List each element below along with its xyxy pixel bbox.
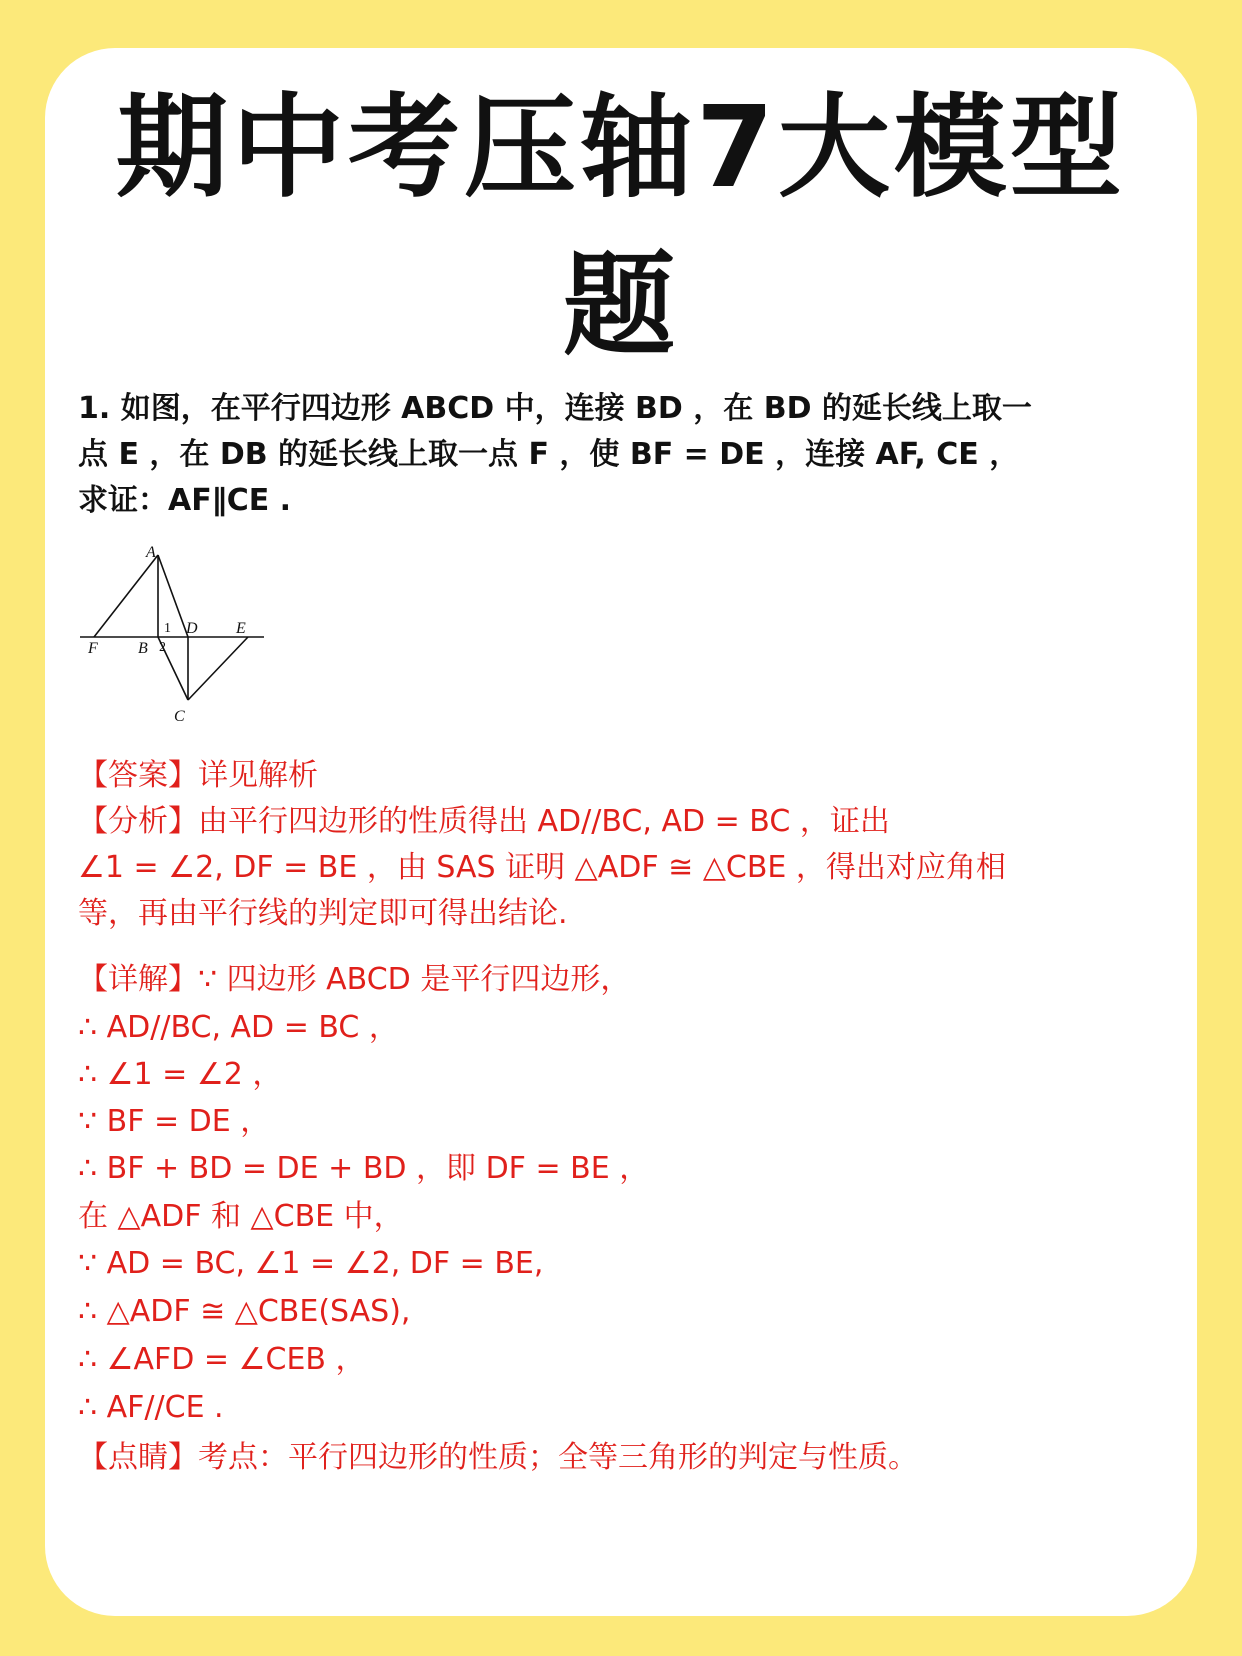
proof-step: ∴ ∠AFD = ∠CEB ，	[78, 1342, 366, 1377]
analysis-line-1: 【分析】由平行四边形的性质得出 AD//BC, AD = BC ，证出	[78, 804, 890, 839]
label-B: B	[138, 640, 148, 657]
geometry-figure	[78, 545, 288, 735]
proof-step: ∵ BF = DE ，	[78, 1104, 271, 1139]
segment-AD	[158, 555, 188, 637]
label-D: D	[186, 620, 198, 637]
segment-CE	[188, 637, 248, 700]
label-C: C	[174, 708, 185, 725]
analysis-line-3: 等，再由平行线的判定即可得出结论.	[78, 896, 568, 931]
proof-step: ∵ AD = BC, ∠1 = ∠2, DF = BE,	[78, 1246, 544, 1281]
proof-step: ∴ BF + BD = DE + BD ，即 DF = BE ，	[78, 1151, 650, 1186]
question-line-3: 求证：AF∥CE .	[78, 483, 292, 518]
proof-step: 在 △ADF 和 △CBE 中，	[78, 1199, 404, 1234]
question-line-1: 1. 如图，在平行四边形 ABCD 中，连接 BD ，在 BD 的延长线上取一	[78, 391, 1032, 426]
label-A: A	[146, 545, 156, 561]
proof-step: ∴ △ADF ≅ △CBE(SAS),	[78, 1294, 411, 1329]
proof-step: ∴ AF//CE .	[78, 1390, 224, 1425]
comment-line: 【点睛】考点：平行四边形的性质；全等三角形的判定与性质。	[78, 1440, 918, 1475]
page-title: 期中考压轴7大模型	[116, 83, 1126, 213]
angle-label-2: 2	[159, 640, 166, 655]
proof-step: ∴ ∠1 = ∠2 ，	[78, 1057, 283, 1092]
angle-label-1: 1	[164, 621, 171, 636]
page-title-line2: 题	[563, 241, 679, 371]
proof-step: ∴ AD//BC, AD = BC ，	[78, 1010, 399, 1045]
question-line-2: 点 E ，在 DB 的延长线上取一点 F ，使 BF = DE ，连接 AF, CE ，	[78, 437, 1020, 472]
label-F: F	[88, 640, 98, 657]
detail-heading: 【详解】∵ 四边形 ABCD 是平行四边形，	[78, 962, 631, 997]
label-E: E	[236, 620, 246, 637]
analysis-line-2: ∠1 = ∠2, DF = BE ，由 SAS 证明 △ADF ≅ △CBE ，得出对应角相	[78, 850, 1006, 885]
segment-FA	[94, 555, 158, 637]
answer-line: 【答案】详见解析	[78, 758, 318, 793]
